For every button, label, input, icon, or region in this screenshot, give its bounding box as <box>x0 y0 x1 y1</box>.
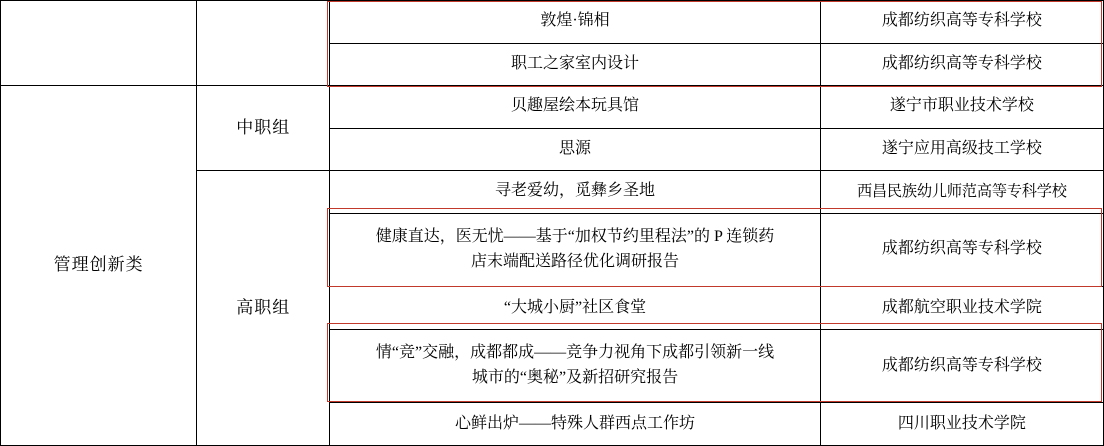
project-line-1: 情“竞”交融，成都都成——竞争力视角下成都引领新一线 <box>375 344 775 362</box>
school-cell: 遂宁应用高级技工学校 <box>820 128 1103 171</box>
table-row <box>1 1 1104 44</box>
project-cell: 敦煌·锦相 <box>330 1 820 44</box>
school-cell: 西昌民族幼儿师范高等专科学校 <box>820 171 1103 214</box>
project-cell: 思源 <box>330 128 820 171</box>
project-cell: 职工之家室内设计 <box>330 43 820 86</box>
school-cell: 成都纺织高等专科学校 <box>820 213 1103 287</box>
group-cell-higher-vocational: 高职组 <box>197 171 330 446</box>
group-cell-empty-top <box>197 1 330 86</box>
school-cell: 成都纺织高等专科学校 <box>820 329 1103 403</box>
project-cell: 贝趣屋绘本玩具馆 <box>330 86 820 129</box>
school-cell: 遂宁市职业技术学校 <box>820 86 1103 129</box>
school-cell: 成都纺织高等专科学校 <box>820 43 1103 86</box>
project-cell: 心鲜出炉——特殊人群西点工作坊 <box>330 403 820 446</box>
project-cell: 寻老爱幼，觅彝乡圣地 <box>330 171 820 214</box>
category-cell-management: 管理创新类 <box>1 86 197 446</box>
project-line-1: 健康直达，医无忧——基于“加权节约里程法”的 P 连锁药 <box>375 228 775 246</box>
project-line-2: 店末端配送路径优化调研报告 <box>470 252 679 270</box>
school-cell: 四川职业技术学院 <box>820 403 1103 446</box>
school-cell: 成都纺织高等专科学校 <box>820 1 1103 44</box>
project-cell <box>330 213 820 287</box>
school-cell: 成都航空职业技术学院 <box>820 287 1103 330</box>
project-cell: “大城小厨”社区食堂 <box>330 287 820 330</box>
table-row <box>1 86 1104 129</box>
project-line-2: 城市的“奥秘”及新招研究报告 <box>471 369 679 387</box>
project-cell <box>330 329 820 403</box>
group-cell-secondary: 中职组 <box>197 86 330 171</box>
category-cell-empty-top <box>1 1 197 86</box>
